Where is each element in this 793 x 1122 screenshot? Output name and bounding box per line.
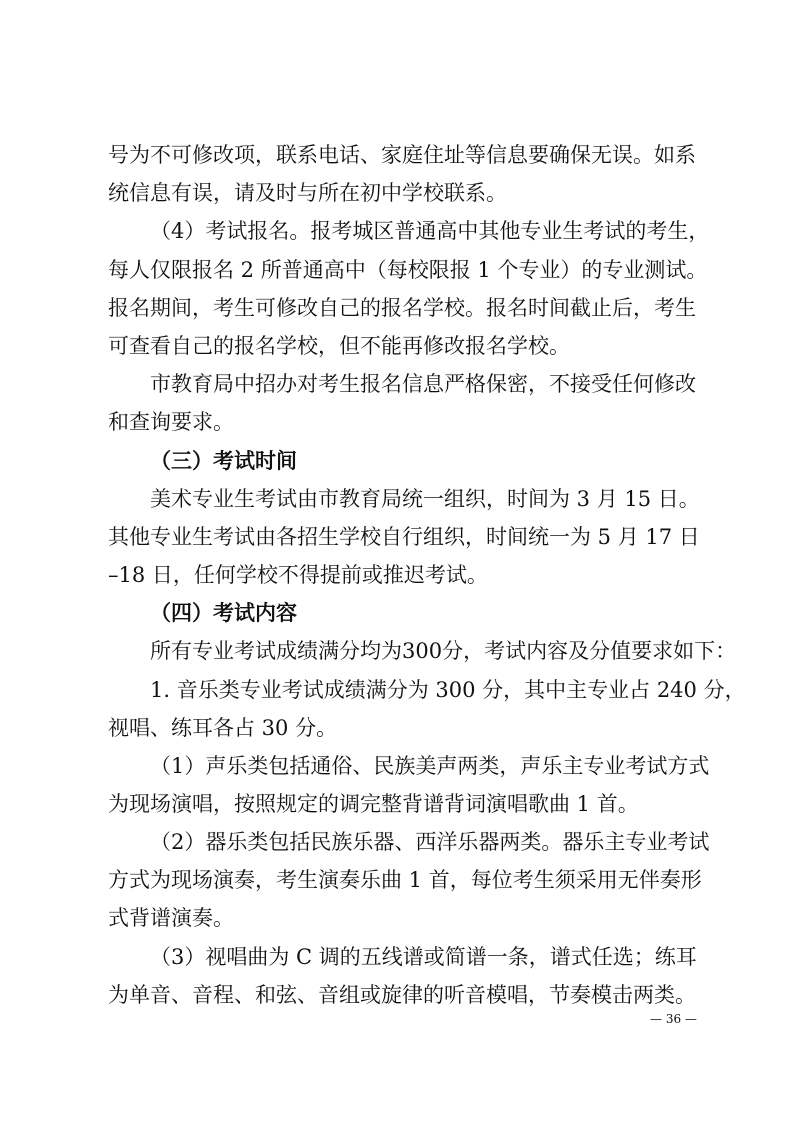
text-line: 为单音、音程、和弦、音组或旋律的听音模唱，节奏模击两类。 (108, 983, 696, 1007)
text-line: （3）视唱曲为 C 调的五线谱或简谱一条，谱式任选；练耳 (150, 945, 697, 969)
text-line: 为现场演唱，按照规定的调完整背谱背词演唱歌曲 1 首。 (108, 792, 639, 816)
section-heading: （三）考试时间 (150, 449, 297, 473)
text-line: 式背谱演奏。 (108, 906, 234, 930)
text-line: （4）考试报名。报考城区普通高中其他专业生考试的考生， (150, 219, 710, 243)
text-line: 每人仅限报名 2 所普通高中（每校限报 1 个专业）的专业测试。 (108, 258, 708, 282)
text-line: 和查询要求。 (108, 410, 234, 434)
text-line: 其他专业生考试由各招生学校自行组织，时间统一为 5 月 17 日 (108, 525, 700, 549)
text-line: 可查看自己的报名学校，但不能再修改报名学校。 (108, 334, 570, 358)
text-line: 所有专业考试成绩满分均为300分，考试内容及分值要求如下： (150, 639, 737, 663)
text-line: 方式为现场演奏，考生演奏乐曲 1 首，每位考生须采用无伴奏形 (108, 868, 702, 892)
text-line: 市教育局中招办对考生报名信息严格保密，不接受任何修改 (150, 372, 696, 396)
text-line: （2）器乐类包括民族乐器、西洋乐器两类。器乐主专业考试 (150, 830, 710, 854)
page-number: — 36 — (650, 1012, 697, 1026)
text-line: –18 日，任何学校不得提前或推迟考试。 (108, 563, 488, 587)
section-heading: （四）考试内容 (150, 601, 297, 625)
text-line: 号为不可修改项，联系电话、家庭住址等信息要确保无误。如系 (108, 143, 696, 167)
text-line: 1. 音乐类专业考试成绩满分为 300 分，其中主专业占 240 分， (150, 678, 746, 702)
text-line: 报名期间，考生可修改自己的报名学校。报名时间截止后，考生 (108, 296, 696, 320)
text-line: 视唱、练耳各占 30 分。 (108, 716, 338, 740)
text-line: 美术专业生考试由市教育局统一组织，时间为 3 月 15 日。 (150, 487, 700, 511)
text-line: （1）声乐类包括通俗、民族美声两类，声乐主专业考试方式 (150, 754, 710, 778)
text-line: 统信息有误，请及时与所在初中学校联系。 (108, 181, 507, 205)
